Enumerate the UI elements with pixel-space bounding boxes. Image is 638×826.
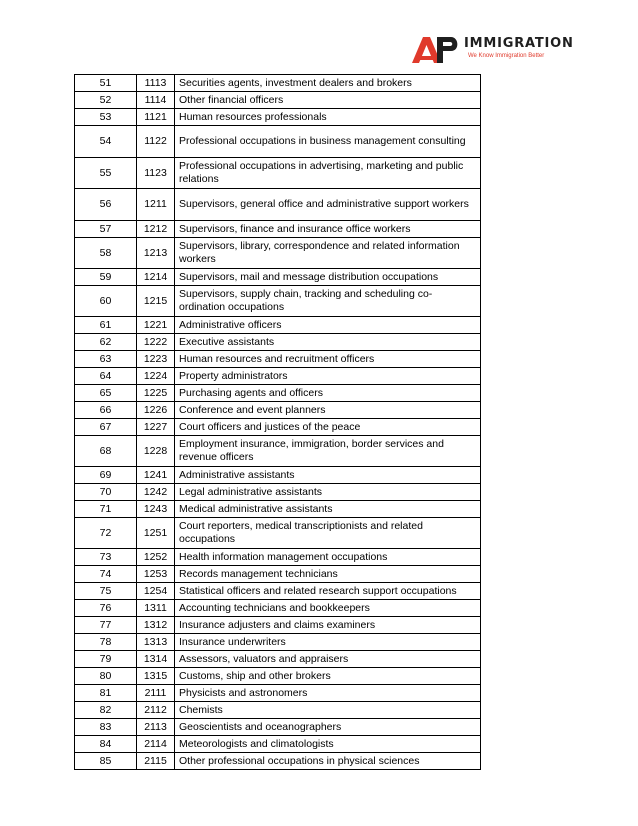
table-row <box>75 109 481 126</box>
noc-code-cell: 1225 <box>137 385 175 402</box>
occupation-title-cell: Accounting technicians and bookkeepers <box>175 600 481 617</box>
table-row <box>75 286 481 317</box>
logo-title: IMMIGRATION <box>464 36 574 51</box>
occupation-title-cell: Records management technicians <box>175 566 481 583</box>
noc-code-cell: 1213 <box>137 238 175 269</box>
noc-code-cell: 1211 <box>137 189 175 221</box>
occupation-title-cell: Chemists <box>175 702 481 719</box>
occupation-title-cell: Medical administrative assistants <box>175 501 481 518</box>
serial-number-cell: 84 <box>75 736 137 753</box>
noc-code-cell: 1251 <box>137 518 175 549</box>
table-row <box>75 317 481 334</box>
occupation-title-cell: Securities agents, investment dealers and brokers <box>175 75 481 92</box>
noc-code-cell: 1114 <box>137 92 175 109</box>
serial-number-cell: 72 <box>75 518 137 549</box>
table-row <box>75 753 481 770</box>
occupation-title-cell: Supervisors, library, correspondence and related information workers <box>175 238 481 269</box>
table-row <box>75 75 481 92</box>
table-row <box>75 501 481 518</box>
noc-code-cell: 2114 <box>137 736 175 753</box>
noc-code-cell: 1314 <box>137 651 175 668</box>
serial-number-cell: 58 <box>75 238 137 269</box>
serial-number-cell: 52 <box>75 92 137 109</box>
noc-code-cell: 2112 <box>137 702 175 719</box>
noc-code-cell: 1311 <box>137 600 175 617</box>
table-row <box>75 600 481 617</box>
occupation-title-cell: Supervisors, finance and insurance office workers <box>175 221 481 238</box>
occupation-title-cell: Assessors, valuators and appraisers <box>175 651 481 668</box>
serial-number-cell: 73 <box>75 549 137 566</box>
noc-code-cell: 2115 <box>137 753 175 770</box>
noc-code-cell: 1214 <box>137 269 175 286</box>
serial-number-cell: 66 <box>75 402 137 419</box>
serial-number-cell: 85 <box>75 753 137 770</box>
occupation-title-cell: Court officers and justices of the peace <box>175 419 481 436</box>
serial-number-cell: 75 <box>75 583 137 600</box>
table-row <box>75 238 481 269</box>
occupation-title-cell: Supervisors, general office and administrative support workers <box>175 189 481 221</box>
occupation-title-cell: Conference and event planners <box>175 402 481 419</box>
occupation-table <box>74 74 481 770</box>
noc-code-cell: 1252 <box>137 549 175 566</box>
serial-number-cell: 60 <box>75 286 137 317</box>
serial-number-cell: 54 <box>75 126 137 158</box>
noc-code-cell: 1312 <box>137 617 175 634</box>
occupation-title-cell: Employment insurance, immigration, border services and revenue officers <box>175 436 481 467</box>
noc-code-cell: 1224 <box>137 368 175 385</box>
occupation-title-cell: Geoscientists and oceanographers <box>175 719 481 736</box>
occupation-title-cell: Other professional occupations in physical sciences <box>175 753 481 770</box>
table-row <box>75 549 481 566</box>
serial-number-cell: 62 <box>75 334 137 351</box>
serial-number-cell: 71 <box>75 501 137 518</box>
occupation-title-cell: Supervisors, mail and message distribution occupations <box>175 269 481 286</box>
noc-code-cell: 1253 <box>137 566 175 583</box>
table-row <box>75 702 481 719</box>
table-row <box>75 351 481 368</box>
table-row <box>75 685 481 702</box>
occupation-title-cell: Executive assistants <box>175 334 481 351</box>
occupation-title-cell: Court reporters, medical transcriptionists and related occupations <box>175 518 481 549</box>
noc-code-cell: 1212 <box>137 221 175 238</box>
occupation-title-cell: Physicists and astronomers <box>175 685 481 702</box>
occupation-title-cell: Professional occupations in business management consulting <box>175 126 481 158</box>
table-row <box>75 518 481 549</box>
noc-code-cell: 1242 <box>137 484 175 501</box>
logo-tagline: We Know Immigration Better <box>468 53 545 59</box>
noc-code-cell: 1222 <box>137 334 175 351</box>
noc-code-cell: 1241 <box>137 467 175 484</box>
table-row <box>75 126 481 158</box>
serial-number-cell: 61 <box>75 317 137 334</box>
occupation-title-cell: Insurance underwriters <box>175 634 481 651</box>
serial-number-cell: 57 <box>75 221 137 238</box>
noc-code-cell: 1226 <box>137 402 175 419</box>
serial-number-cell: 80 <box>75 668 137 685</box>
serial-number-cell: 55 <box>75 158 137 189</box>
occupation-title-cell: Health information management occupations <box>175 549 481 566</box>
occupation-title-cell: Supervisors, supply chain, tracking and scheduling co-ordination occupations <box>175 286 481 317</box>
serial-number-cell: 59 <box>75 269 137 286</box>
noc-code-cell: 2111 <box>137 685 175 702</box>
table-row <box>75 189 481 221</box>
table-row <box>75 402 481 419</box>
occupation-title-cell: Insurance adjusters and claims examiners <box>175 617 481 634</box>
table-row <box>75 436 481 467</box>
serial-number-cell: 77 <box>75 617 137 634</box>
table-row <box>75 419 481 436</box>
table-row <box>75 651 481 668</box>
noc-code-cell: 1315 <box>137 668 175 685</box>
serial-number-cell: 56 <box>75 189 137 221</box>
table-row <box>75 484 481 501</box>
occupation-title-cell: Property administrators <box>175 368 481 385</box>
serial-number-cell: 64 <box>75 368 137 385</box>
occupation-title-cell: Human resources and recruitment officers <box>175 351 481 368</box>
serial-number-cell: 63 <box>75 351 137 368</box>
table-row <box>75 467 481 484</box>
occupation-title-cell: Statistical officers and related research support occupations <box>175 583 481 600</box>
occupation-title-cell: Administrative assistants <box>175 467 481 484</box>
occupation-table-body <box>75 75 481 770</box>
noc-code-cell: 1123 <box>137 158 175 189</box>
serial-number-cell: 67 <box>75 419 137 436</box>
occupation-title-cell: Human resources professionals <box>175 109 481 126</box>
serial-number-cell: 53 <box>75 109 137 126</box>
occupation-title-cell: Professional occupations in advertising, marketing and public relations <box>175 158 481 189</box>
noc-code-cell: 1221 <box>137 317 175 334</box>
ap-logo-mark-icon <box>410 34 462 64</box>
noc-code-cell: 1215 <box>137 286 175 317</box>
table-row <box>75 368 481 385</box>
serial-number-cell: 83 <box>75 719 137 736</box>
noc-code-cell: 1113 <box>137 75 175 92</box>
serial-number-cell: 70 <box>75 484 137 501</box>
table-row <box>75 736 481 753</box>
serial-number-cell: 79 <box>75 651 137 668</box>
noc-code-cell: 1121 <box>137 109 175 126</box>
company-logo <box>410 34 574 64</box>
table-row <box>75 566 481 583</box>
occupation-title-cell: Administrative officers <box>175 317 481 334</box>
occupation-title-cell: Other financial officers <box>175 92 481 109</box>
occupation-title-cell: Legal administrative assistants <box>175 484 481 501</box>
noc-code-cell: 1228 <box>137 436 175 467</box>
serial-number-cell: 51 <box>75 75 137 92</box>
table-row <box>75 617 481 634</box>
serial-number-cell: 82 <box>75 702 137 719</box>
serial-number-cell: 76 <box>75 600 137 617</box>
occupation-title-cell: Customs, ship and other brokers <box>175 668 481 685</box>
table-row <box>75 583 481 600</box>
occupation-title-cell: Purchasing agents and officers <box>175 385 481 402</box>
table-row <box>75 221 481 238</box>
noc-code-cell: 1227 <box>137 419 175 436</box>
serial-number-cell: 68 <box>75 436 137 467</box>
noc-code-cell: 1223 <box>137 351 175 368</box>
table-row <box>75 719 481 736</box>
serial-number-cell: 78 <box>75 634 137 651</box>
table-row <box>75 634 481 651</box>
table-row <box>75 158 481 189</box>
serial-number-cell: 81 <box>75 685 137 702</box>
noc-code-cell: 1243 <box>137 501 175 518</box>
noc-code-cell: 1122 <box>137 126 175 158</box>
table-row <box>75 385 481 402</box>
noc-code-cell: 1254 <box>137 583 175 600</box>
noc-code-cell: 1313 <box>137 634 175 651</box>
table-row <box>75 668 481 685</box>
noc-code-cell: 2113 <box>137 719 175 736</box>
serial-number-cell: 65 <box>75 385 137 402</box>
table-row <box>75 269 481 286</box>
occupation-title-cell: Meteorologists and climatologists <box>175 736 481 753</box>
table-row <box>75 334 481 351</box>
serial-number-cell: 74 <box>75 566 137 583</box>
serial-number-cell: 69 <box>75 467 137 484</box>
table-row <box>75 92 481 109</box>
